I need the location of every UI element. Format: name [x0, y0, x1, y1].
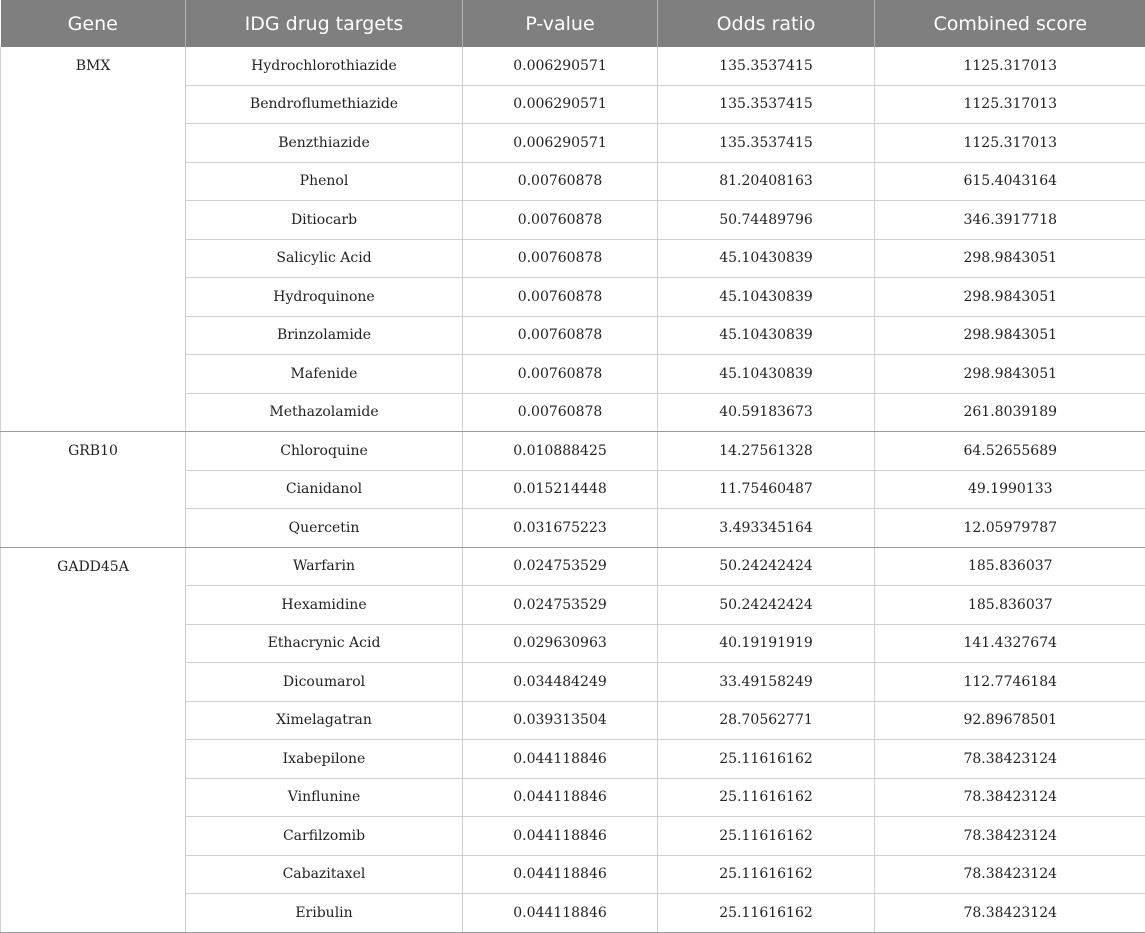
combined-score-cell: 346.3917718 — [875, 201, 1145, 240]
drug-name-cell: Brinzolamide — [186, 316, 463, 355]
combined-score-cell: 1125.317013 — [875, 47, 1145, 85]
combined-score-cell: 49.1990133 — [875, 470, 1145, 509]
odds-ratio-cell: 40.59183673 — [658, 393, 875, 432]
odds-ratio-cell: 81.20408163 — [658, 162, 875, 201]
drug-name-cell: Ximelagatran — [186, 701, 463, 740]
header-gene: Gene — [1, 0, 186, 47]
drug-name-cell: Mafenide — [186, 355, 463, 394]
combined-score-cell: 298.9843051 — [875, 316, 1145, 355]
p-value-cell: 0.00760878 — [463, 201, 658, 240]
odds-ratio-cell: 135.3537415 — [658, 85, 875, 124]
table-body — [1, 47, 1145, 932]
odds-ratio-cell: 28.70562771 — [658, 701, 875, 740]
drug-name-cell: Dicoumarol — [186, 663, 463, 702]
table-row — [1, 47, 1145, 85]
drug-name-cell: Chloroquine — [186, 432, 463, 471]
odds-ratio-cell: 40.19191919 — [658, 624, 875, 663]
drug-name-cell: Cabazitaxel — [186, 855, 463, 894]
combined-score-cell: 78.38423124 — [875, 855, 1145, 894]
combined-score-cell: 92.89678501 — [875, 701, 1145, 740]
odds-ratio-cell: 25.11616162 — [658, 855, 875, 894]
drug-name-cell: Salicylic Acid — [186, 239, 463, 278]
header-combined-score: Combined score — [875, 0, 1145, 47]
odds-ratio-cell: 45.10430839 — [658, 239, 875, 278]
combined-score-cell: 78.38423124 — [875, 894, 1145, 933]
drug-name-cell: Benzthiazide — [186, 124, 463, 163]
p-value-cell: 0.00760878 — [463, 278, 658, 317]
odds-ratio-cell: 135.3537415 — [658, 124, 875, 163]
p-value-cell: 0.00760878 — [463, 162, 658, 201]
drug-name-cell: Warfarin — [186, 547, 463, 586]
odds-ratio-cell: 14.27561328 — [658, 432, 875, 471]
drug-name-cell: Hexamidine — [186, 586, 463, 625]
odds-ratio-cell: 25.11616162 — [658, 740, 875, 779]
odds-ratio-cell: 50.24242424 — [658, 547, 875, 586]
p-value-cell: 0.039313504 — [463, 701, 658, 740]
p-value-cell: 0.010888425 — [463, 432, 658, 471]
combined-score-cell: 615.4043164 — [875, 162, 1145, 201]
header-odds-ratio: Odds ratio — [658, 0, 875, 47]
p-value-cell: 0.015214448 — [463, 470, 658, 509]
combined-score-cell: 298.9843051 — [875, 355, 1145, 394]
odds-ratio-cell: 25.11616162 — [658, 778, 875, 817]
drug-name-cell: Hydroquinone — [186, 278, 463, 317]
drug-name-cell: Eribulin — [186, 894, 463, 933]
p-value-cell: 0.006290571 — [463, 85, 658, 124]
header-drug-targets: IDG drug targets — [186, 0, 463, 47]
combined-score-cell: 185.836037 — [875, 586, 1145, 625]
combined-score-cell: 1125.317013 — [875, 124, 1145, 163]
odds-ratio-cell: 135.3537415 — [658, 47, 875, 85]
drug-name-cell: Quercetin — [186, 509, 463, 548]
odds-ratio-cell: 25.11616162 — [658, 894, 875, 933]
drug-name-cell: Bendroflumethiazide — [186, 85, 463, 124]
combined-score-cell: 64.52655689 — [875, 432, 1145, 471]
p-value-cell: 0.044118846 — [463, 778, 658, 817]
drug-name-cell: Hydrochlorothiazide — [186, 47, 463, 85]
drug-name-cell: Ditiocarb — [186, 201, 463, 240]
drug-name-cell: Carfilzomib — [186, 817, 463, 856]
p-value-cell: 0.00760878 — [463, 239, 658, 278]
odds-ratio-cell: 45.10430839 — [658, 278, 875, 317]
p-value-cell: 0.029630963 — [463, 624, 658, 663]
combined-score-cell: 78.38423124 — [875, 740, 1145, 779]
gene-cell: GADD45A — [1, 547, 186, 932]
odds-ratio-cell: 45.10430839 — [658, 355, 875, 394]
gene-cell: GRB10 — [1, 432, 186, 548]
table-row — [1, 432, 1145, 471]
odds-ratio-cell: 3.493345164 — [658, 509, 875, 548]
combined-score-cell: 112.7746184 — [875, 663, 1145, 702]
combined-score-cell: 298.9843051 — [875, 239, 1145, 278]
p-value-cell: 0.034484249 — [463, 663, 658, 702]
combined-score-cell: 141.4327674 — [875, 624, 1145, 663]
odds-ratio-cell: 25.11616162 — [658, 817, 875, 856]
p-value-cell: 0.00760878 — [463, 316, 658, 355]
p-value-cell: 0.00760878 — [463, 355, 658, 394]
header-p-value: P-value — [463, 0, 658, 47]
table-header-row — [1, 0, 1145, 47]
drug-name-cell: Cianidanol — [186, 470, 463, 509]
drug-name-cell: Ixabepilone — [186, 740, 463, 779]
odds-ratio-cell: 11.75460487 — [658, 470, 875, 509]
p-value-cell: 0.024753529 — [463, 547, 658, 586]
combined-score-cell: 78.38423124 — [875, 778, 1145, 817]
combined-score-cell: 78.38423124 — [875, 817, 1145, 856]
odds-ratio-cell: 33.49158249 — [658, 663, 875, 702]
table-row — [1, 547, 1145, 586]
drug-name-cell: Vinflunine — [186, 778, 463, 817]
drug-name-cell: Ethacrynic Acid — [186, 624, 463, 663]
odds-ratio-cell: 45.10430839 — [658, 316, 875, 355]
combined-score-cell: 1125.317013 — [875, 85, 1145, 124]
p-value-cell: 0.044118846 — [463, 817, 658, 856]
p-value-cell: 0.006290571 — [463, 47, 658, 85]
p-value-cell: 0.044118846 — [463, 855, 658, 894]
combined-score-cell: 12.05979787 — [875, 509, 1145, 548]
odds-ratio-cell: 50.74489796 — [658, 201, 875, 240]
drug-name-cell: Phenol — [186, 162, 463, 201]
p-value-cell: 0.031675223 — [463, 509, 658, 548]
gene-cell: BMX — [1, 47, 186, 432]
odds-ratio-cell: 50.24242424 — [658, 586, 875, 625]
combined-score-cell: 261.8039189 — [875, 393, 1145, 432]
combined-score-cell: 298.9843051 — [875, 278, 1145, 317]
p-value-cell: 0.006290571 — [463, 124, 658, 163]
drug-name-cell: Methazolamide — [186, 393, 463, 432]
p-value-cell: 0.024753529 — [463, 586, 658, 625]
p-value-cell: 0.00760878 — [463, 393, 658, 432]
p-value-cell: 0.044118846 — [463, 894, 658, 933]
p-value-cell: 0.044118846 — [463, 740, 658, 779]
combined-score-cell: 185.836037 — [875, 547, 1145, 586]
